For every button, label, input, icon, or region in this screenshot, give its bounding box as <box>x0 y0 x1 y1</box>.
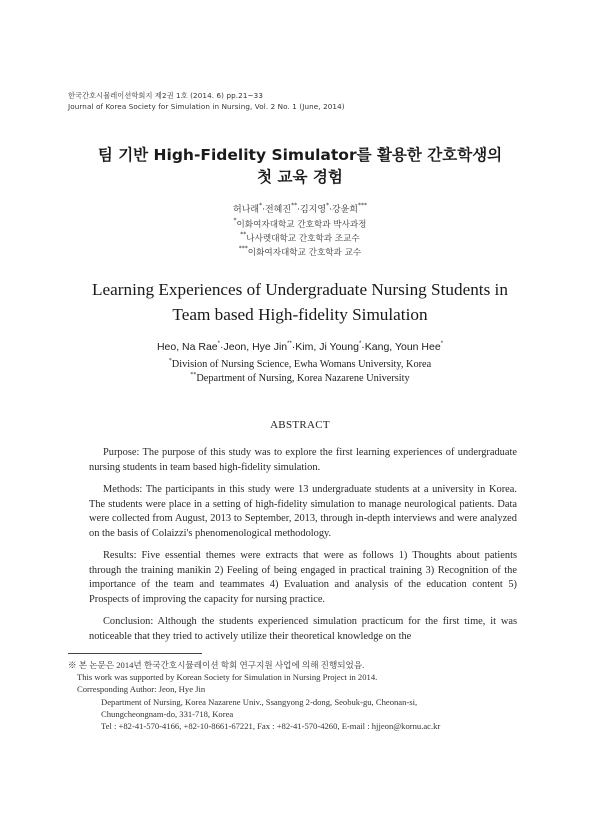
english-author-list: Heo, Na Rae*·Jeon, Hye Jin**·Kim, Ji Young*·Kang, Youn Hee* <box>156 340 444 353</box>
korean-author-list: 허나래*·전혜진**·김지영*·강윤희*** <box>233 202 367 215</box>
author-name: 허나래 <box>233 205 260 215</box>
address-line-1: Department of Nursing, Korea Nazarene Univ., Ssangyong 2-dong, Seobuk-gu, Cheonan-si, <box>101 696 418 707</box>
english-affiliation <box>0 372 600 386</box>
korean-title-line-1: 팀 기반 High-Fidelity Simulator를 활용한 간호학생의 <box>97 146 503 164</box>
korean-title-line-2: 첫 교육 경험 <box>257 168 343 186</box>
author-mark: ** <box>291 202 298 209</box>
affiliation-mark: * <box>168 357 172 364</box>
affiliation-text: 이화여자대학교 간호학과 교수 <box>247 248 362 258</box>
abstract-methods: Methods: The participants in this study were 13 undergraduate students at a university in Korea. The students were place in a setting of high-fidelity simulation to manage neurological patients. Data were collected from August, 2013 to September, 2013, through in-depth interviews and were analyzed on the basis of Colaizzi's phenomenological methodology. <box>89 483 517 539</box>
running-header-korean: 한국간호시뮬레이션학회지 제2권 1호 (2014. 6) pp.21~33 <box>68 91 263 100</box>
address-line-2: Chungcheongnam-do, 331-718, Korea <box>101 708 234 719</box>
running-header-english: Journal of Korea Society for Simulation in Nursing, Vol. 2 No. 1 (June, 2014) <box>68 102 345 111</box>
abstract-conclusion: Conclusion: Although the students experienced simulation practicum for the first time, it was noticeable that they tried to actively utilize their theoretical knowledge on the <box>89 616 517 642</box>
korean-affiliation <box>0 219 600 232</box>
author-name: Jeon, Hye Jin <box>223 341 288 353</box>
english-title-line-1: Learning Experiences of Undergraduate Nursing Students in <box>92 280 508 299</box>
korean-affiliation <box>0 247 600 260</box>
affiliation-mark: ** <box>190 371 197 378</box>
korean-affiliation <box>0 233 600 246</box>
english-title <box>0 277 600 327</box>
affiliation-mark: * <box>233 217 237 225</box>
abstract-purpose: Purpose: The purpose of this study was to explore the first learning experiences of undergraduate nursing students in team based high-fidelity simulation. <box>89 447 517 473</box>
footnote-divider <box>68 653 202 654</box>
affiliation-text: 이화여자대학교 간호학과 박사과정 <box>236 220 367 230</box>
author-mark: *** <box>358 202 367 209</box>
author-mark: * <box>326 202 330 209</box>
author-mark: * <box>358 340 362 347</box>
author-mark: * <box>440 340 444 347</box>
abstract-results: Results: Five essential themes were extracts that were as follows 1) Thoughts about patients through the training manikin 2) Feeling of being engaged in practical training 3) Recognition of the importance of the team and teammates 4) Evaluation and analysis of the education content 5) Prospects of improving the capacity for nursing practice. <box>89 550 517 605</box>
author-name: Kang, Youn Hee <box>364 341 441 353</box>
author-name: 김지영 <box>299 205 327 215</box>
author-name: 전혜진 <box>264 205 292 215</box>
abstract-body <box>89 446 517 652</box>
english-title-line-2: Team based High-fidelity Simulation <box>172 305 428 324</box>
funding-note-korean: ※ 본 논문은 2014년 한국간호시뮬레이션 학회 연구지원 사업에 의해 진행되었음. <box>68 660 365 670</box>
affiliation-text: Department of Nursing, Korea Nazarene University <box>196 373 410 384</box>
footnotes <box>68 659 538 732</box>
korean-title <box>0 144 600 188</box>
affiliation-text: Division of Nursing Science, Ewha Womans University, Korea <box>171 359 432 370</box>
affiliation-mark: ** <box>240 231 247 239</box>
author-name: Heo, Na Rae <box>156 341 218 353</box>
author-mark: * <box>217 340 220 347</box>
affiliation-text: 나사렛대학교 간호학과 조교수 <box>246 234 360 244</box>
english-affiliation <box>0 358 600 372</box>
author-name: 강윤희 <box>331 205 358 215</box>
running-header <box>68 90 345 112</box>
author-mark: * <box>259 202 263 209</box>
contact-info: Tel : +82-41-570-4166, +82-10-8661-67221, Fax : +82-41-570-4260, E-mail : hjjeon@kornu.ac.kr <box>101 721 441 732</box>
author-mark: ** <box>287 340 292 347</box>
abstract-heading: ABSTRACT <box>270 419 330 431</box>
corresponding-author: Corresponding Author: Jeon, Hye Jin <box>77 684 206 695</box>
author-name: Kim, Ji Young <box>295 341 359 353</box>
funding-note-english: This work was supported by Korean Society for Simulation in Nursing Project in 2014. <box>77 672 378 683</box>
affiliation-mark: *** <box>238 245 248 253</box>
